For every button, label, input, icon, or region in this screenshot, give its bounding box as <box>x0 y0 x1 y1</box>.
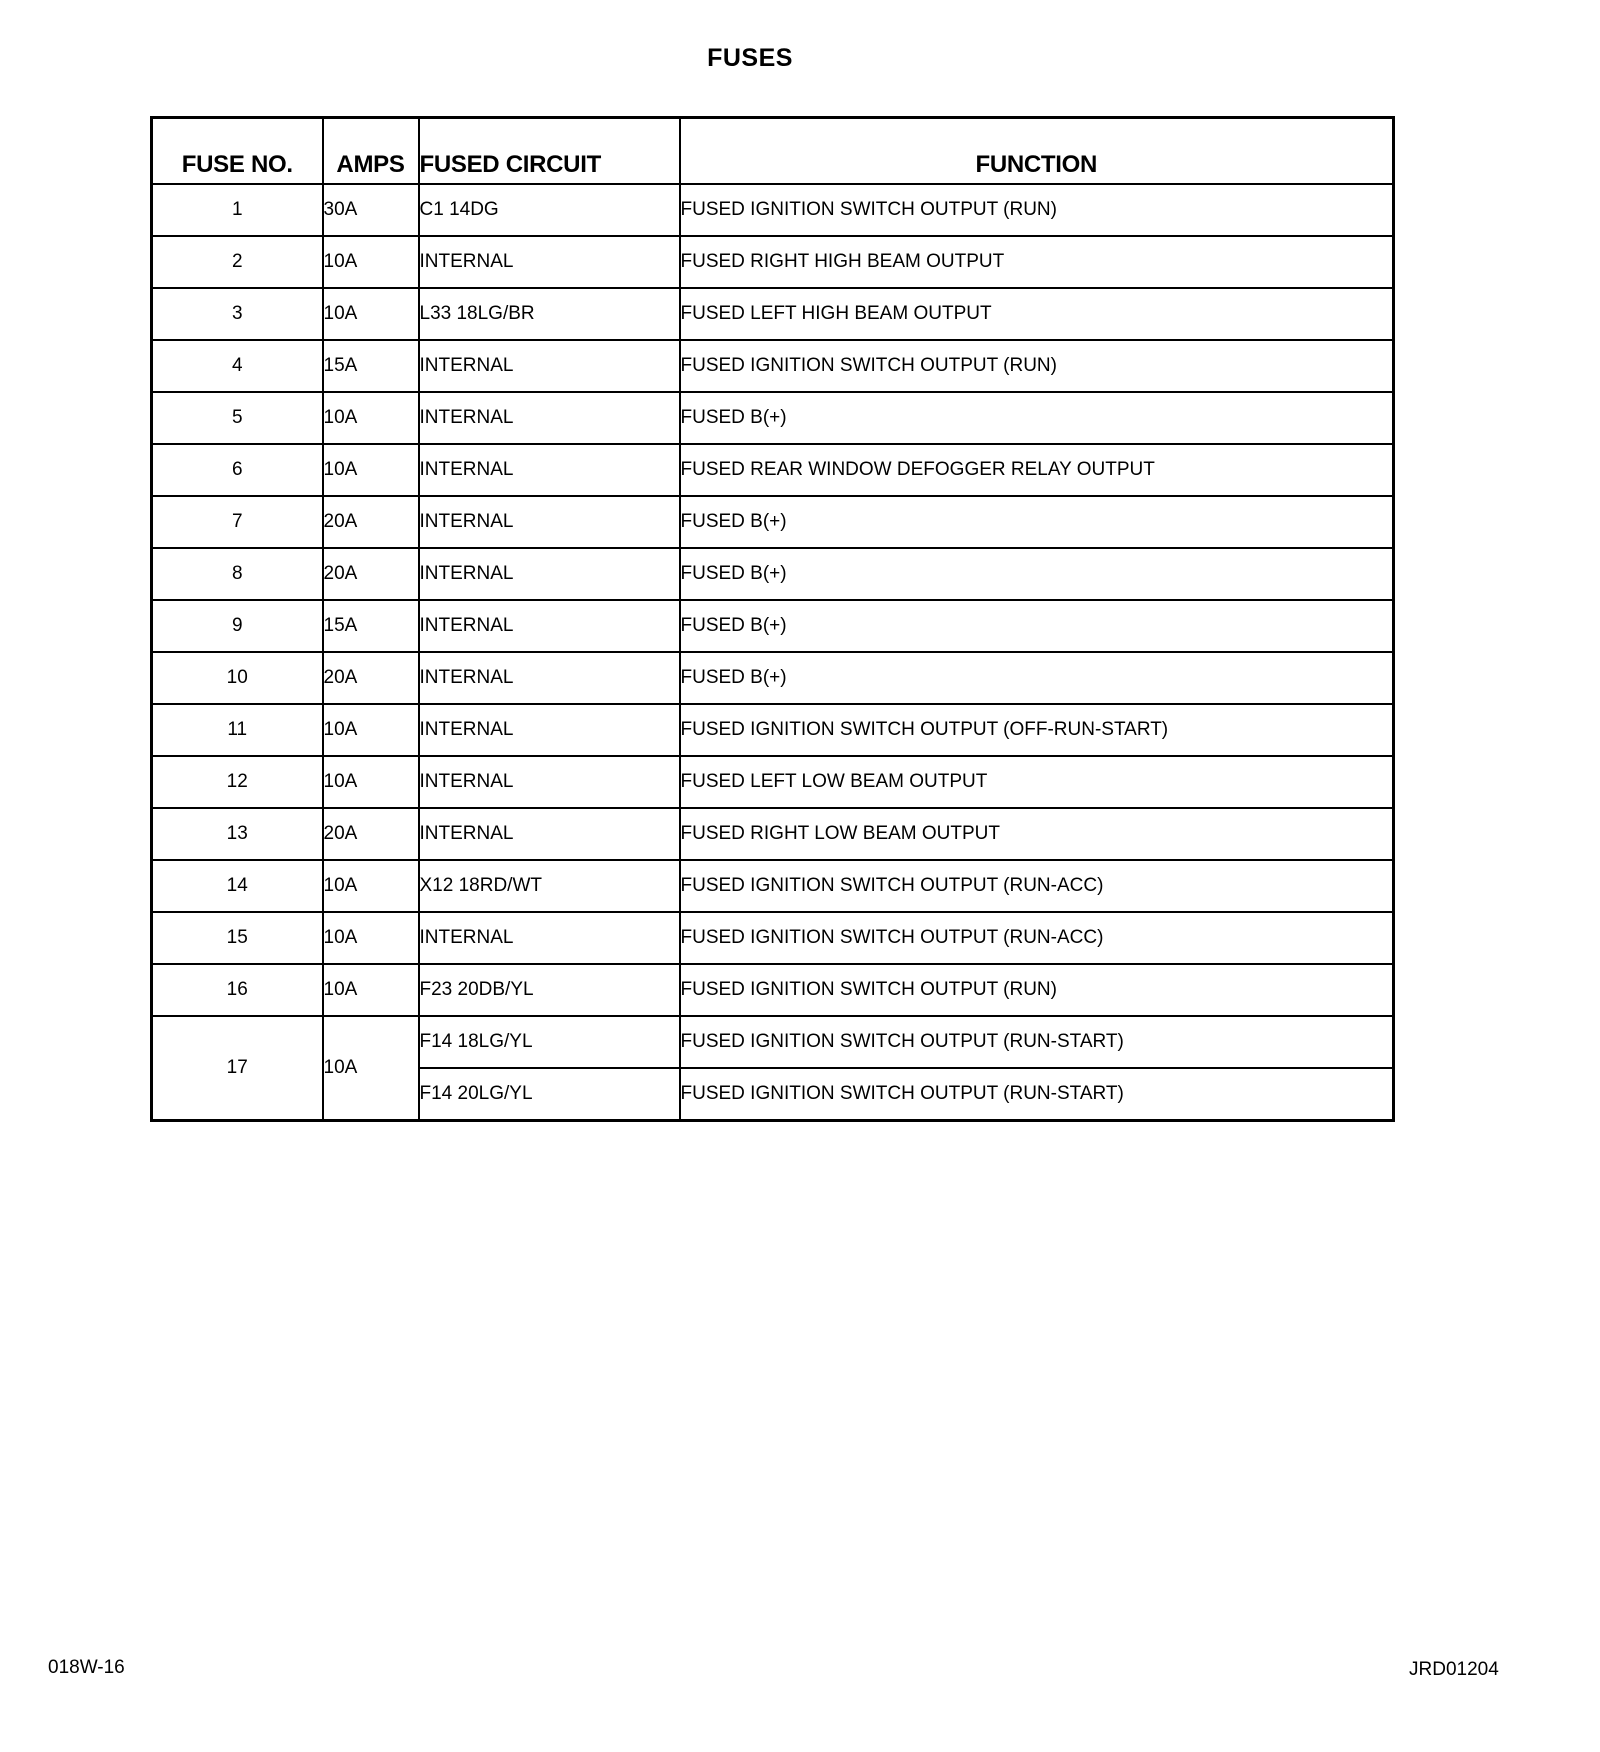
function-cell: FUSED IGNITION SWITCH OUTPUT (RUN-ACC) <box>680 912 1394 964</box>
function-cell: FUSED IGNITION SWITCH OUTPUT (RUN) <box>680 964 1394 1016</box>
fused-circuit-cell: F14 20LG/YL <box>419 1068 680 1121</box>
fuse-number-cell: 17 <box>152 1016 323 1121</box>
function-cell: FUSED B(+) <box>680 548 1394 600</box>
fuse-number-cell: 2 <box>152 236 323 288</box>
fuse-number-cell: 6 <box>152 444 323 496</box>
function-cell: FUSED B(+) <box>680 600 1394 652</box>
amps-cell: 10A <box>323 704 419 756</box>
function-cell: FUSED IGNITION SWITCH OUTPUT (RUN-START) <box>680 1068 1394 1121</box>
amps-cell: 10A <box>323 392 419 444</box>
table-row <box>152 496 1394 548</box>
function-cell: FUSED LEFT LOW BEAM OUTPUT <box>680 756 1394 808</box>
table-row <box>152 964 1394 1016</box>
amps-cell: 15A <box>323 600 419 652</box>
function-cell: FUSED B(+) <box>680 392 1394 444</box>
function-cell: FUSED RIGHT LOW BEAM OUTPUT <box>680 808 1394 860</box>
fused-circuit-cell: INTERNAL <box>419 236 680 288</box>
fused-circuit-cell: INTERNAL <box>419 392 680 444</box>
table-row <box>152 236 1394 288</box>
table-row <box>152 444 1394 496</box>
fused-circuit-cell: INTERNAL <box>419 704 680 756</box>
footer-right-code: JRD01204 <box>1409 1659 1499 1680</box>
fuse-table <box>150 116 1395 1122</box>
amps-cell: 15A <box>323 340 419 392</box>
function-cell: FUSED B(+) <box>680 652 1394 704</box>
fuse-number-cell: 16 <box>152 964 323 1016</box>
fused-circuit-cell: INTERNAL <box>419 340 680 392</box>
table-row <box>152 392 1394 444</box>
fused-circuit-cell: INTERNAL <box>419 496 680 548</box>
fused-circuit-cell: INTERNAL <box>419 912 680 964</box>
table-row <box>152 652 1394 704</box>
fuse-number-cell: 13 <box>152 808 323 860</box>
fused-circuit-cell: F14 18LG/YL <box>419 1016 680 1068</box>
amps-cell: 10A <box>323 444 419 496</box>
amps-cell: 10A <box>323 236 419 288</box>
amps-cell: 10A <box>323 288 419 340</box>
amps-cell: 10A <box>323 756 419 808</box>
function-cell: FUSED RIGHT HIGH BEAM OUTPUT <box>680 236 1394 288</box>
fuse-table-body <box>152 184 1394 1121</box>
fused-circuit-cell: INTERNAL <box>419 652 680 704</box>
fuse-number-cell: 1 <box>152 184 323 236</box>
function-cell: FUSED LEFT HIGH BEAM OUTPUT <box>680 288 1394 340</box>
fused-circuit-cell: INTERNAL <box>419 444 680 496</box>
amps-cell: 20A <box>323 496 419 548</box>
table-row <box>152 340 1394 392</box>
amps-cell: 20A <box>323 808 419 860</box>
header-function: FUNCTION <box>680 118 1394 185</box>
amps-cell: 30A <box>323 184 419 236</box>
table-row <box>152 1016 1394 1068</box>
fused-circuit-cell: INTERNAL <box>419 756 680 808</box>
amps-cell: 10A <box>323 860 419 912</box>
table-row <box>152 600 1394 652</box>
header-fused-circuit: FUSED CIRCUIT <box>419 118 680 185</box>
fused-circuit-cell: F23 20DB/YL <box>419 964 680 1016</box>
fuse-number-cell: 15 <box>152 912 323 964</box>
fused-circuit-cell: L33 18LG/BR <box>419 288 680 340</box>
function-cell: FUSED IGNITION SWITCH OUTPUT (OFF-RUN-START) <box>680 704 1394 756</box>
table-row <box>152 184 1394 236</box>
amps-cell: 10A <box>323 964 419 1016</box>
header-fuse-no: FUSE NO. <box>152 118 323 185</box>
amps-cell: 10A <box>323 1016 419 1121</box>
table-row <box>152 912 1394 964</box>
table-row <box>152 860 1394 912</box>
header-amps: AMPS <box>323 118 419 185</box>
fused-circuit-cell: INTERNAL <box>419 600 680 652</box>
fuse-number-cell: 5 <box>152 392 323 444</box>
fuse-number-cell: 8 <box>152 548 323 600</box>
table-row <box>152 704 1394 756</box>
fuse-number-cell: 7 <box>152 496 323 548</box>
fuse-number-cell: 11 <box>152 704 323 756</box>
page-title: FUSES <box>707 44 793 72</box>
amps-cell: 10A <box>323 912 419 964</box>
amps-cell: 20A <box>323 652 419 704</box>
fused-circuit-cell: X12 18RD/WT <box>419 860 680 912</box>
function-cell: FUSED IGNITION SWITCH OUTPUT (RUN) <box>680 340 1394 392</box>
header-row <box>152 118 1394 185</box>
table-row <box>152 548 1394 600</box>
fuse-number-cell: 14 <box>152 860 323 912</box>
fused-circuit-cell: INTERNAL <box>419 808 680 860</box>
function-cell: FUSED IGNITION SWITCH OUTPUT (RUN-ACC) <box>680 860 1394 912</box>
amps-cell: 20A <box>323 548 419 600</box>
fuse-number-cell: 4 <box>152 340 323 392</box>
fuse-number-cell: 3 <box>152 288 323 340</box>
table-row <box>152 288 1394 340</box>
fused-circuit-cell: C1 14DG <box>419 184 680 236</box>
function-cell: FUSED B(+) <box>680 496 1394 548</box>
footer-left-code: 018W-16 <box>48 1657 125 1678</box>
table-row <box>152 808 1394 860</box>
fuse-number-cell: 9 <box>152 600 323 652</box>
function-cell: FUSED REAR WINDOW DEFOGGER RELAY OUTPUT <box>680 444 1394 496</box>
fuse-number-cell: 10 <box>152 652 323 704</box>
function-cell: FUSED IGNITION SWITCH OUTPUT (RUN) <box>680 184 1394 236</box>
fused-circuit-cell: INTERNAL <box>419 548 680 600</box>
function-cell: FUSED IGNITION SWITCH OUTPUT (RUN-START) <box>680 1016 1394 1068</box>
fuse-number-cell: 12 <box>152 756 323 808</box>
table-row <box>152 756 1394 808</box>
